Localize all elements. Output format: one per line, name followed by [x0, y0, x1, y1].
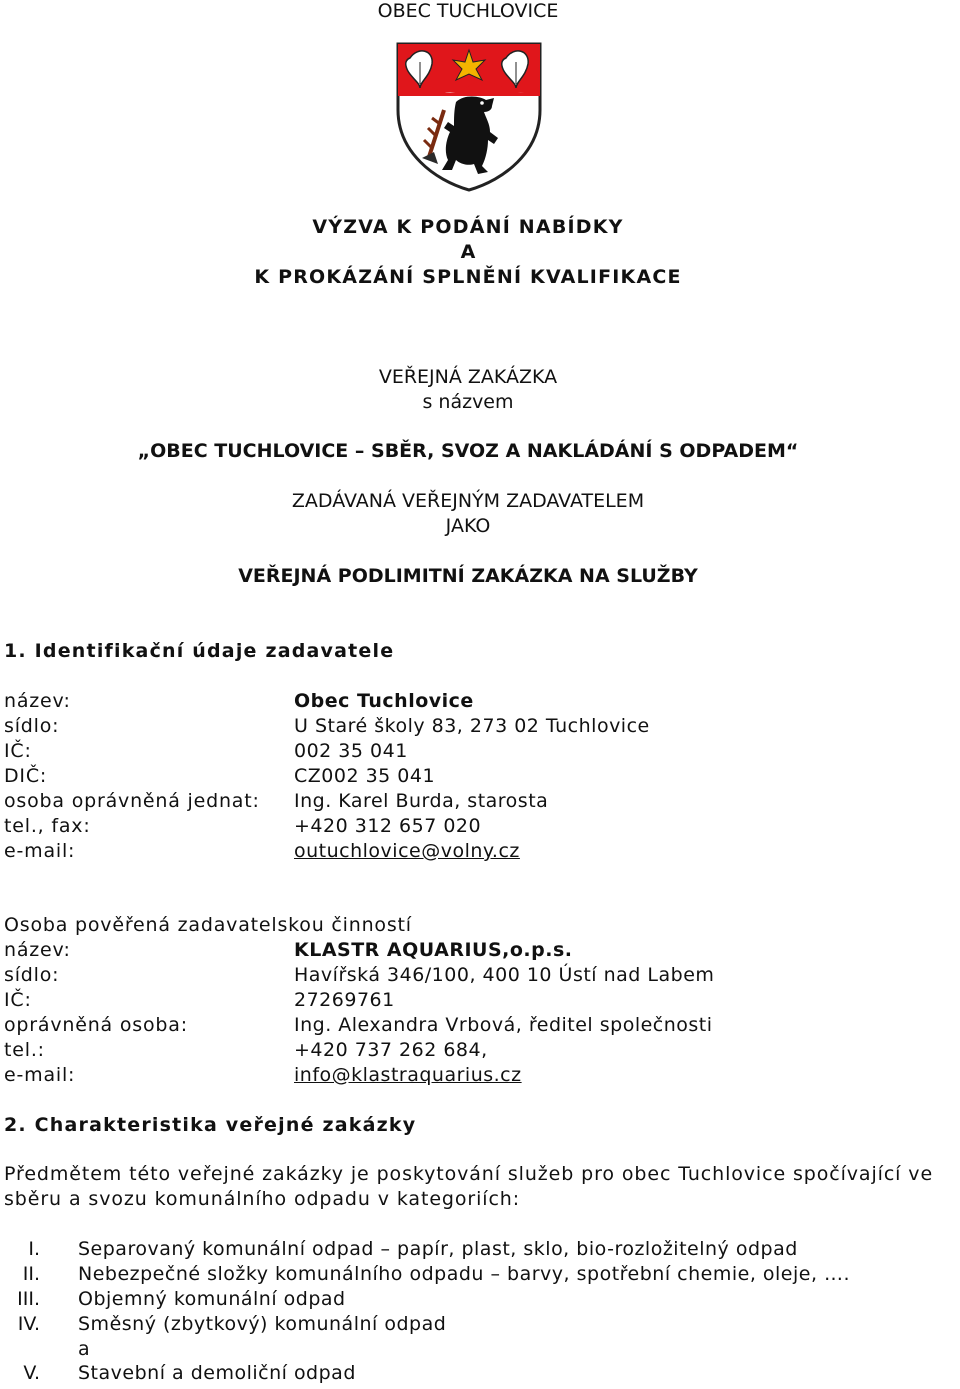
contracting-dic-label: DIČ:: [4, 765, 48, 787]
contracting-email-label: e-mail:: [4, 840, 76, 862]
contracting-name-value: Obec Tuchlovice: [294, 690, 474, 712]
delegate-phone-value: +420 737 262 684,: [294, 1039, 488, 1061]
delegate-seat-label: sídlo:: [4, 964, 60, 986]
contracting-name-label: název:: [4, 690, 71, 712]
waste-category-number: IV.: [17, 1313, 40, 1335]
waste-category-text: Objemný komunální odpad: [78, 1288, 346, 1310]
waste-category-text: Nebezpečné složky komunálního odpadu – barvy, spotřební chemie, oleje, ….: [78, 1263, 851, 1285]
contract-named-line: s názvem: [422, 391, 514, 413]
delegate-phone-label: tel.:: [4, 1039, 45, 1061]
waste-category-number: II.: [22, 1263, 40, 1285]
delegate-ic-label: IČ:: [4, 989, 32, 1011]
contracting-ic-label: IČ:: [4, 740, 32, 762]
contracting-representative-value: Ing. Karel Burda, starosta: [294, 790, 549, 812]
waste-category-text: Separovaný komunální odpad – papír, plast, sklo, bio-rozložitelný odpad: [78, 1238, 798, 1260]
waste-category-conjunction: a: [78, 1338, 91, 1360]
contract-as-line: JAKO: [445, 515, 491, 537]
delegate-email-label: e-mail:: [4, 1064, 76, 1086]
waste-category-text: Stavební a demoliční odpad: [78, 1362, 356, 1384]
contracting-phone-label: tel., fax:: [4, 815, 91, 837]
waste-category-text: Směsný (zbytkový) komunální odpad: [78, 1313, 447, 1335]
contracting-phone-value: +420 312 657 020: [294, 815, 482, 837]
coat-of-arms-icon: [394, 40, 544, 192]
contract-category-line: VEŘEJNÁ PODLIMITNÍ ZAKÁZKA NA SLUŽBY: [238, 565, 698, 587]
contract-type-line: VEŘEJNÁ ZAKÁZKA: [378, 366, 558, 388]
title-line-2: A: [460, 241, 476, 263]
delegate-email-link[interactable]: info@klastraquarius.cz: [294, 1064, 522, 1086]
delegate-name-label: název:: [4, 939, 71, 961]
contract-awarded-line: ZADÁVANÁ VEŘEJNÝM ZADAVATELEM: [291, 490, 645, 512]
contract-name: „OBEC TUCHLOVICE – SBĚR, SVOZ A NAKLÁDÁNÍ S ODPADEM“: [137, 440, 799, 462]
title-line-3: K PROKÁZÁNÍ SPLNĚNÍ KVALIFIKACE: [254, 266, 682, 288]
delegate-person-label: oprávněná osoba:: [4, 1014, 188, 1036]
contracting-representative-label: osoba oprávněná jednat:: [4, 790, 260, 812]
section-2-intro-line-1: Předmětem této veřejné zakázky je poskytování služeb pro obec Tuchlovice spočívající ve: [4, 1163, 934, 1185]
delegate-name-value: KLASTR AQUARIUS,o.p.s.: [294, 939, 573, 961]
section-1-heading: 1. Identifikační údaje zadavatele: [4, 640, 395, 662]
waste-category-number: III.: [17, 1288, 40, 1310]
delegate-person-value: Ing. Alexandra Vrbová, ředitel společnosti: [294, 1014, 713, 1036]
delegate-ic-value: 27269761: [294, 989, 395, 1011]
section-2-heading: 2. Charakteristika veřejné zakázky: [4, 1114, 417, 1136]
contracting-seat-value: U Staré školy 83, 273 02 Tuchlovice: [294, 715, 650, 737]
delegate-seat-value: Havířská 346/100, 400 10 Ústí nad Labem: [294, 964, 715, 986]
contracting-email-link[interactable]: outuchlovice@volny.cz: [294, 840, 520, 862]
contracting-dic-value: CZ002 35 041: [294, 765, 436, 787]
contracting-seat-label: sídlo:: [4, 715, 60, 737]
waste-category-number: I.: [28, 1238, 40, 1260]
title-line-1: VÝZVA K PODÁNÍ NABÍDKY: [312, 216, 624, 238]
delegate-heading: Osoba pověřená zadavatelskou činností: [4, 914, 412, 936]
contracting-ic-value: 002 35 041: [294, 740, 408, 762]
waste-category-number: V.: [23, 1362, 40, 1384]
section-2-intro-line-2: sběru a svozu komunálního odpadu v kategoriích:: [4, 1188, 521, 1210]
municipality-header: OBEC TUCHLOVICE: [377, 0, 559, 22]
